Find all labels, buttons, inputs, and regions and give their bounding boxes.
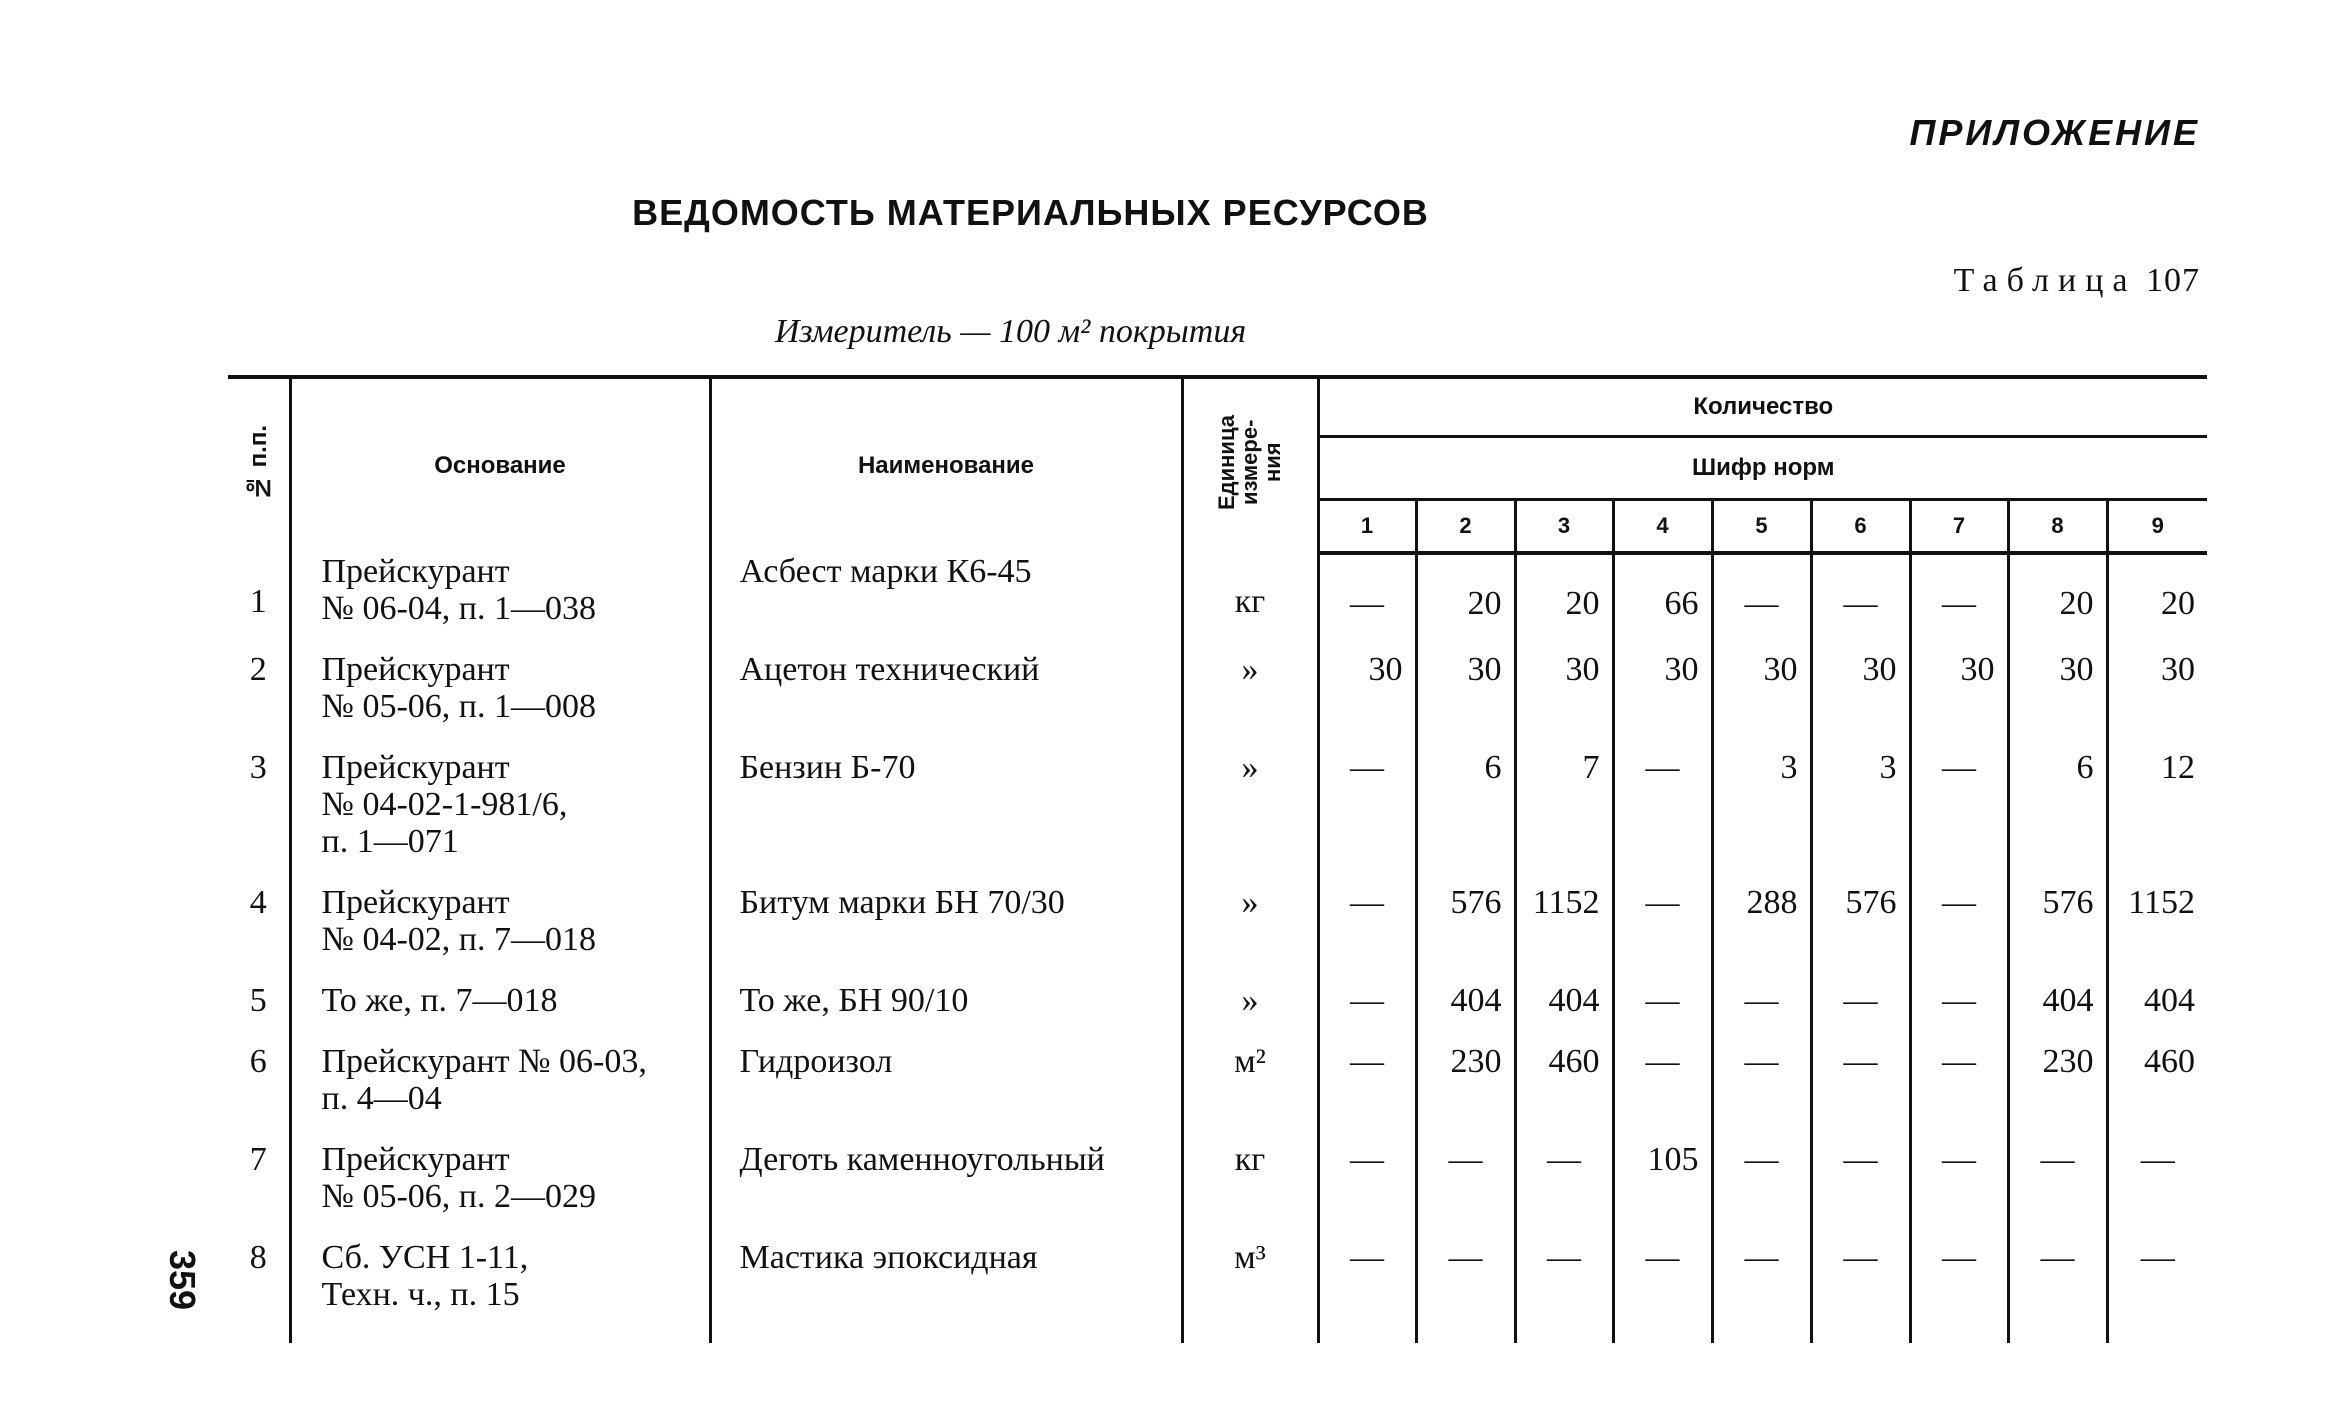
row-basis-line: п. 1—071	[321, 823, 459, 860]
row-name: То же, БН 90/10	[710, 972, 1182, 1033]
row-unit: »	[1182, 739, 1318, 874]
row-basis-line: Прейскурант № 06-03,	[321, 1043, 647, 1080]
row-quantity-7: —	[1910, 739, 2008, 874]
row-quantity-5: 30	[1712, 641, 1811, 739]
measure-unit-text: Измеритель — 100 м² покрытия	[774, 313, 1247, 350]
materials-table-container	[228, 375, 2206, 1343]
row-quantity-1: —	[1318, 1229, 1416, 1343]
row-quantity-2: 30	[1416, 641, 1515, 739]
row-quantity-4: —	[1613, 874, 1712, 972]
row-quantity-9: 20	[2107, 553, 2207, 641]
row-quantity-4: 66	[1613, 553, 1712, 641]
row-quantity-9: 1152	[2107, 874, 2207, 972]
row-quantity-9: 30	[2107, 641, 2207, 739]
row-quantity-2: 576	[1416, 874, 1515, 972]
row-basis	[290, 641, 710, 739]
table-row	[228, 641, 2207, 739]
row-quantity-8: 576	[2008, 874, 2107, 972]
row-basis-line: То же, п. 7—018	[321, 982, 558, 1019]
row-quantity-6: —	[1811, 553, 1910, 641]
row-basis-line: Сб. УСН 1-11,	[321, 1239, 529, 1276]
row-unit: »	[1182, 874, 1318, 972]
row-quantity-4: 105	[1613, 1131, 1712, 1229]
row-name: Асбест марки К6-45	[710, 553, 1182, 641]
header-cipher-8: 8	[2008, 500, 2107, 554]
header-cipher-4: 4	[1613, 500, 1712, 554]
appendix-label: ПРИЛОЖЕНИЕ	[1909, 112, 2200, 153]
row-quantity-2: —	[1416, 1229, 1515, 1343]
header-name: Наименование	[710, 377, 1182, 553]
row-quantity-2: 20	[1416, 553, 1515, 641]
table-row	[228, 1033, 2207, 1131]
table-row	[228, 739, 2207, 874]
row-basis-line: № 04-02, п. 7—018	[321, 921, 596, 958]
header-cipher-6: 6	[1811, 500, 1910, 554]
row-unit: »	[1182, 641, 1318, 739]
row-quantity-3: 1152	[1515, 874, 1613, 972]
row-basis	[290, 553, 710, 641]
row-basis-line: № 05-06, п. 1—008	[321, 688, 596, 725]
row-quantity-5: —	[1712, 1131, 1811, 1229]
row-number: 4	[249, 884, 267, 921]
row-quantity-7: —	[1910, 972, 2008, 1033]
row-quantity-3: 30	[1515, 641, 1613, 739]
row-quantity-5: 3	[1712, 739, 1811, 874]
row-quantity-6: 576	[1811, 874, 1910, 972]
row-quantity-7: —	[1910, 1229, 2008, 1343]
header-cipher-2: 2	[1416, 500, 1515, 554]
header-cipher-5: 5	[1712, 500, 1811, 554]
document-title	[0, 192, 2341, 234]
row-basis-line: Прейскурант	[321, 749, 510, 786]
document-title-text: ВЕДОМОСТЬ МАТЕРИАЛЬНЫХ РЕСУРСОВ	[632, 192, 1429, 233]
page-number: 359	[162, 1249, 203, 1311]
row-quantity-4: 30	[1613, 641, 1712, 739]
row-name: Бензин Б-70	[710, 739, 1182, 874]
row-quantity-1: —	[1318, 1033, 1416, 1131]
row-unit: м²	[1182, 1033, 1318, 1131]
row-name: Ацетон технический	[710, 641, 1182, 739]
row-basis-line: Техн. ч., п. 15	[321, 1276, 520, 1313]
row-quantity-7: —	[1910, 1033, 2008, 1131]
table-row	[228, 874, 2207, 972]
row-quantity-7: 30	[1910, 641, 2008, 739]
row-quantity-2: 6	[1416, 739, 1515, 874]
table-word: Таблица	[1953, 262, 2137, 299]
row-number: 2	[249, 651, 267, 688]
header-cipher-1: 1	[1318, 500, 1416, 554]
row-basis	[290, 972, 710, 1033]
header-row-no	[228, 377, 290, 553]
table-row	[228, 972, 2207, 1033]
row-quantity-4: —	[1613, 739, 1712, 874]
row-quantity-2: 230	[1416, 1033, 1515, 1131]
row-quantity-5: —	[1712, 553, 1811, 641]
row-quantity-1: —	[1318, 1131, 1416, 1229]
row-number: 1	[249, 583, 267, 620]
row-quantity-6: —	[1811, 1229, 1910, 1343]
row-number: 3	[249, 749, 267, 786]
row-basis-line: Прейскурант	[321, 884, 510, 921]
header-cipher-3: 3	[1515, 500, 1613, 554]
row-quantity-8: 230	[2008, 1033, 2107, 1131]
row-name: Мастика эпоксидная	[710, 1229, 1182, 1343]
row-quantity-9: —	[2107, 1131, 2207, 1229]
row-quantity-1: —	[1318, 874, 1416, 972]
measure-unit-caption	[0, 313, 2341, 351]
table-body	[228, 553, 2207, 1343]
row-quantity-3: —	[1515, 1131, 1613, 1229]
row-quantity-5: —	[1712, 1033, 1811, 1131]
row-quantity-9: 12	[2107, 739, 2207, 874]
row-quantity-8: 404	[2008, 972, 2107, 1033]
row-quantity-7: —	[1910, 1131, 2008, 1229]
header-row-no-text: № п.п.	[244, 424, 272, 501]
row-name: Битум марки БН 70/30	[710, 874, 1182, 972]
row-quantity-3: 7	[1515, 739, 1613, 874]
row-quantity-3: 20	[1515, 553, 1613, 641]
row-quantity-5: —	[1712, 1229, 1811, 1343]
table-row	[228, 1229, 2207, 1343]
row-quantity-4: —	[1613, 972, 1712, 1033]
row-basis-line: № 05-06, п. 2—029	[321, 1178, 596, 1215]
row-quantity-7: —	[1910, 874, 2008, 972]
row-quantity-1: —	[1318, 553, 1416, 641]
row-quantity-9: 404	[2107, 972, 2207, 1033]
row-unit: »	[1182, 972, 1318, 1033]
row-quantity-6: 3	[1811, 739, 1910, 874]
row-unit: м³	[1182, 1229, 1318, 1343]
row-basis	[290, 1229, 710, 1343]
table-row	[228, 553, 2207, 641]
row-basis	[290, 739, 710, 874]
row-quantity-4: —	[1613, 1033, 1712, 1131]
header-cipher: Шифр норм	[1318, 437, 2207, 500]
row-basis-line: п. 4—04	[321, 1080, 442, 1117]
row-quantity-3: 404	[1515, 972, 1613, 1033]
row-quantity-7: —	[1910, 553, 2008, 641]
row-quantity-2: 404	[1416, 972, 1515, 1033]
row-quantity-5: —	[1712, 972, 1811, 1033]
row-basis-line: Прейскурант	[321, 651, 510, 688]
header-quantity: Количество	[1318, 377, 2207, 437]
row-quantity-2: —	[1416, 1131, 1515, 1229]
row-basis-line: № 06-04, п. 1—038	[321, 590, 596, 627]
row-quantity-6: 30	[1811, 641, 1910, 739]
row-quantity-3: —	[1515, 1229, 1613, 1343]
row-basis	[290, 1131, 710, 1229]
row-quantity-8: 30	[2008, 641, 2107, 739]
row-basis	[290, 874, 710, 972]
row-quantity-4: —	[1613, 1229, 1712, 1343]
row-basis-line: № 04-02-1-981/6,	[321, 786, 568, 823]
row-basis-line: Прейскурант	[321, 1141, 510, 1178]
row-number: 5	[249, 982, 267, 1019]
row-quantity-8: 20	[2008, 553, 2107, 641]
row-quantity-8: 6	[2008, 739, 2107, 874]
header-cipher-7: 7	[1910, 500, 2008, 554]
header-basis: Основание	[290, 377, 710, 553]
table-row	[228, 1131, 2207, 1229]
row-quantity-1: 30	[1318, 641, 1416, 739]
row-quantity-8: —	[2008, 1229, 2107, 1343]
row-quantity-1: —	[1318, 739, 1416, 874]
header-unit-text: Единица измере- ния	[1214, 414, 1286, 510]
row-name: Гидроизол	[710, 1033, 1182, 1131]
row-quantity-1: —	[1318, 972, 1416, 1033]
row-quantity-3: 460	[1515, 1033, 1613, 1131]
row-unit: кг	[1182, 1131, 1318, 1229]
row-quantity-6: —	[1811, 1033, 1910, 1131]
row-quantity-9: —	[2107, 1229, 2207, 1343]
row-number: 6	[249, 1043, 267, 1080]
row-basis	[290, 1033, 710, 1131]
table-number: 107	[2146, 262, 2200, 299]
row-quantity-6: —	[1811, 972, 1910, 1033]
row-unit: кг	[1182, 553, 1318, 641]
row-quantity-5: 288	[1712, 874, 1811, 972]
row-quantity-8: —	[2008, 1131, 2107, 1229]
header-unit	[1182, 377, 1318, 553]
row-number: 7	[249, 1141, 267, 1178]
row-name: Деготь каменноугольный	[710, 1131, 1182, 1229]
row-quantity-9: 460	[2107, 1033, 2207, 1131]
row-quantity-6: —	[1811, 1131, 1910, 1229]
row-basis-line: Прейскурант	[321, 553, 510, 590]
materials-table	[228, 375, 2207, 1343]
table-number-label	[1954, 262, 2200, 300]
header-cipher-9: 9	[2107, 500, 2207, 554]
row-number: 8	[249, 1239, 267, 1276]
